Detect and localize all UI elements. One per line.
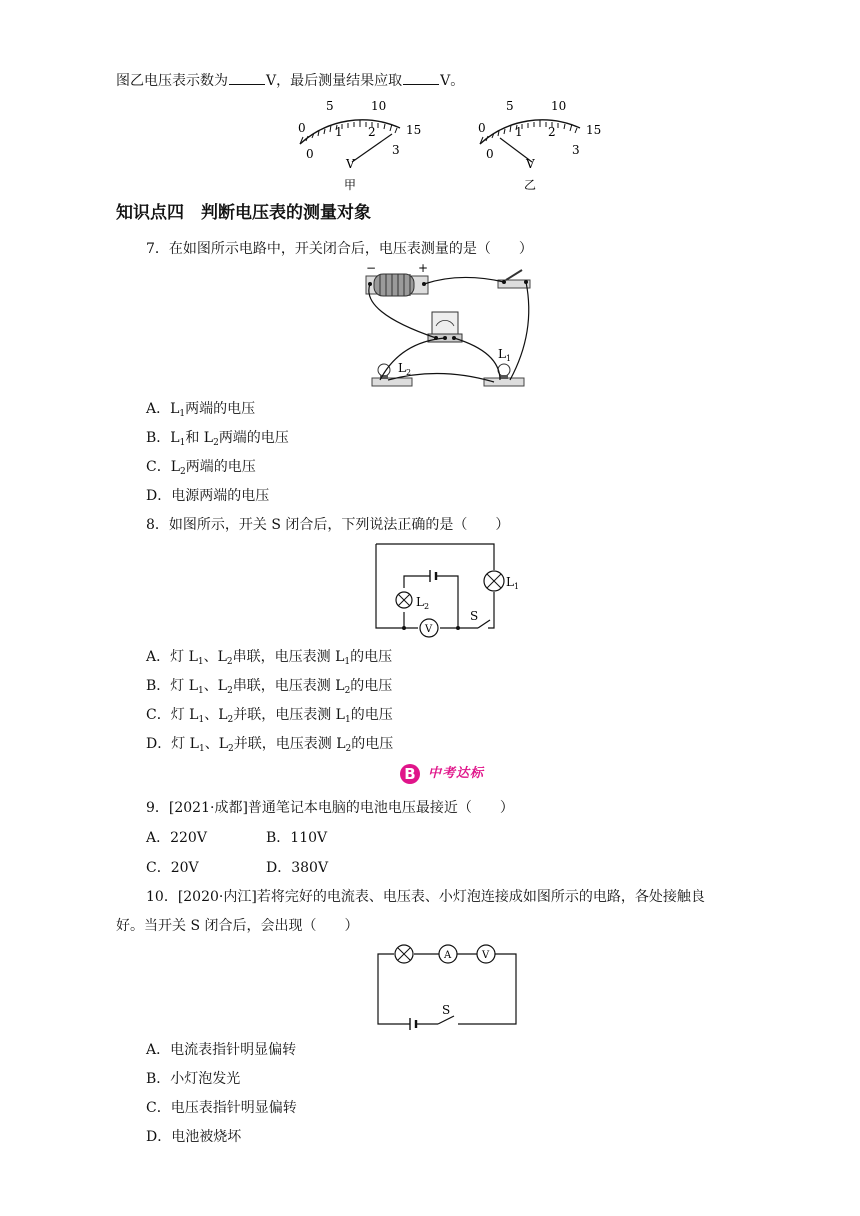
q8-circuit-figure xyxy=(370,540,520,640)
answer-blank-1[interactable] xyxy=(229,72,265,85)
q10-option-a[interactable]: A．电流表指针明显偏转 xyxy=(146,1042,297,1058)
voltmeter-yi-big-10: 10 xyxy=(551,99,567,113)
q8-battery xyxy=(430,570,436,582)
answer-blank-2[interactable] xyxy=(403,72,439,85)
voltmeter-jia-scale-arc xyxy=(300,120,400,144)
voltmeter-jia-small-3: 3 xyxy=(392,143,400,157)
q7-stem: 7．在如图所示电路中，开关闭合后，电压表测量的是（ ） xyxy=(146,241,533,257)
q10-battery xyxy=(410,1018,416,1030)
voltmeter-jia-big-5: 5 xyxy=(326,99,334,113)
q7-option-c[interactable]: C．$L_2$两端的电压 xyxy=(146,459,256,477)
q10-option-c[interactable]: C．电压表指针明显偏转 xyxy=(146,1100,297,1116)
q10-option-b[interactable]: B．小灯泡发光 xyxy=(146,1071,241,1087)
q8-switch xyxy=(478,620,490,628)
q10-option-d[interactable]: D．电池被烧坏 xyxy=(146,1129,242,1145)
q10-stem-line1: 10．[2020·内江]若将完好的电流表、电压表、小灯泡连接成如图所示的电路，各处接触良 xyxy=(146,889,705,905)
q10-stem-line2: 好。当开关 S 闭合后，会出现（ ） xyxy=(116,918,359,934)
voltmeter-yi-caption: 乙 xyxy=(524,178,537,192)
voltmeter-yi-big-0: 0 xyxy=(486,147,494,161)
q7-circuit-figure xyxy=(360,262,540,394)
voltmeter-yi-big-5: 5 xyxy=(506,99,514,113)
q10-switch-label: S xyxy=(442,1003,451,1017)
q9-option-d[interactable]: D．380V xyxy=(266,860,329,876)
voltmeter-yi-small-0: 0 xyxy=(478,121,486,135)
badge-text: 中考达标 xyxy=(428,766,485,781)
q7-lamp-l1 xyxy=(484,364,524,386)
q7-plus-label: + xyxy=(418,261,429,275)
voltmeter-jia-big-0: 0 xyxy=(306,147,314,161)
q10-ammeter-label: A xyxy=(444,950,452,961)
voltmeter-figure xyxy=(280,96,620,196)
q7-option-a[interactable]: A．$L_1$两端的电压 xyxy=(146,401,256,419)
intro-text-2: V，最后测量结果应取 xyxy=(266,73,403,89)
q9-option-a[interactable]: A．220V xyxy=(146,830,207,846)
voltmeter-jia-unit: V xyxy=(346,157,355,171)
voltmeter-yi-ticks xyxy=(480,120,577,144)
q8-lamp-l2 xyxy=(396,592,412,608)
voltmeter-yi-big-15: 15 xyxy=(586,123,602,137)
intro-text-1: 图乙电压表示数为 xyxy=(116,73,228,89)
q8-option-c[interactable]: C．灯 $L_1$、$L_2$并联，电压表测 $L_1$的电压 xyxy=(146,707,393,725)
q8-switch-label: S xyxy=(470,609,479,623)
q10-switch xyxy=(438,1016,454,1024)
section-title: 知识点四 判断电压表的测量对象 xyxy=(116,203,371,223)
q10-voltmeter-label: V xyxy=(482,950,490,961)
q7-l1-label: $L_1$ xyxy=(498,347,512,363)
q8-option-b[interactable]: B．灯 $L_1$、$L_2$串联，电压表测 $L_2$的电压 xyxy=(146,678,393,696)
voltmeter-jia-caption: 甲 xyxy=(344,178,357,192)
q8-l1-label: $L_1$ xyxy=(506,575,520,591)
voltmeter-jia-small-1: 1 xyxy=(335,125,343,139)
q7-switch xyxy=(498,270,530,288)
q8-option-d[interactable]: D．灯 $L_1$、$L_2$并联，电压表测 $L_2$的电压 xyxy=(146,736,394,754)
voltmeter-yi-unit: V xyxy=(526,157,535,171)
q8-l2-label: $L_2$ xyxy=(416,595,430,611)
intro-line xyxy=(116,72,464,90)
q10-circuit-figure xyxy=(376,944,518,1026)
q8-lamp-l1 xyxy=(484,571,504,591)
voltmeter-yi xyxy=(478,99,601,192)
intro-text-3: V。 xyxy=(440,73,465,89)
q7-option-d[interactable]: D．电源两端的电压 xyxy=(146,488,270,504)
q8-stem: 8．如图所示，开关 S 闭合后，下列说法正确的是（ ） xyxy=(146,517,510,533)
voltmeter-jia-big-15: 15 xyxy=(406,123,422,137)
q7-battery xyxy=(366,274,428,296)
q7-minus-label: − xyxy=(366,261,377,275)
q8-option-a[interactable]: A．灯 $L_1$、$L_2$串联，电压表测 $L_1$的电压 xyxy=(146,649,393,667)
q9-option-b[interactable]: B．110V xyxy=(266,830,328,846)
q9-option-c[interactable]: C．20V xyxy=(146,860,199,876)
voltmeter-yi-small-3: 3 xyxy=(572,143,580,157)
voltmeter-yi-scale-arc xyxy=(480,120,580,144)
q7-option-b[interactable]: B．$L_1$和 $L_2$两端的电压 xyxy=(146,430,289,448)
q8-voltmeter-label: V xyxy=(425,624,433,635)
q7-l2-label: $L_2$ xyxy=(398,361,412,377)
q10-lamp xyxy=(395,945,413,963)
badge-letter: B xyxy=(400,764,420,784)
voltmeter-jia xyxy=(298,99,421,192)
voltmeter-jia-small-2: 2 xyxy=(368,125,376,139)
voltmeter-jia-big-10: 10 xyxy=(371,99,387,113)
voltmeter-jia-small-0: 0 xyxy=(298,121,306,135)
voltmeter-yi-small-1: 1 xyxy=(515,125,523,139)
q9-stem: 9．[2021·成都]普通笔记本电脑的电池电压最接近（ ） xyxy=(146,800,514,816)
voltmeter-yi-small-2: 2 xyxy=(548,125,556,139)
